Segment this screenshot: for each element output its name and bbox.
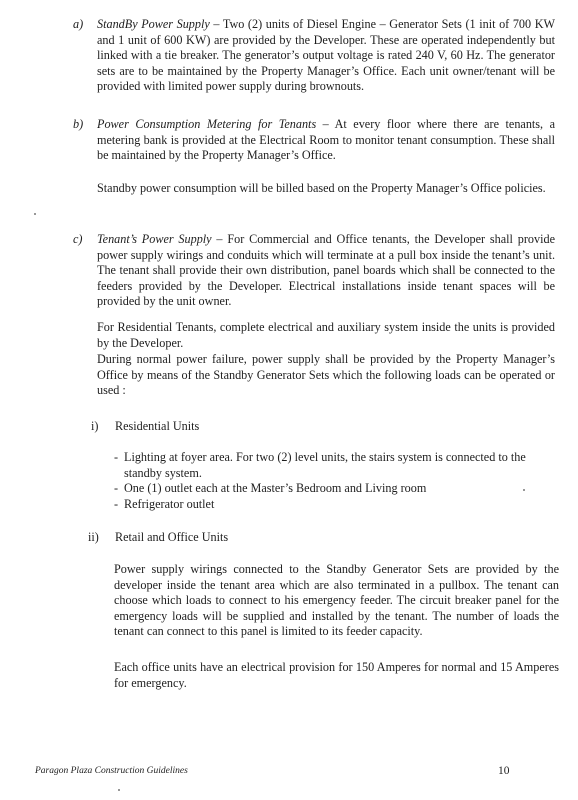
list-item-text: One (1) outlet each at the Master’s Bedroom and Living room xyxy=(124,481,427,496)
list-item xyxy=(114,497,560,513)
sub-ii-paragraph-2: Each office units have an electrical provision for 150 Amperes for normal and 15 Amperes for emergency. xyxy=(114,660,559,690)
section-a-marker: a) xyxy=(73,17,84,31)
section-c-marker: c) xyxy=(73,232,83,246)
section-b-paragraph xyxy=(97,117,555,164)
section-b-billing-paragraph: Standby power consumption will be billed based on the Property Manager’s Office policies. xyxy=(97,181,546,195)
scan-speck xyxy=(118,789,120,791)
section-c-text: – For Commercial and Office tenants, the Developer shall provide power supply wirings and conduits which will terminate at a pull box inside the tenant’s unit. The tenant shall provide their own distribution, panel boards which shall be connected to the feeders provided by the Developer. Electrical installations inside tenant spaces will be provided by the unit owner. xyxy=(97,232,555,309)
section-b-title: Power Consumption Metering for Tenants xyxy=(97,117,317,131)
sub-ii-paragraph-1: Power supply wirings connected to the Standby Generator Sets are provided by the developer inside the tenant area which are also terminated in a pullbox. The tenant can choose which loads to connect to his emergency feeder. The circuit breaker panel for the emergency loads will be supplied and installed by the tenant. The number of loads the tenant can connect to this panel is limited to its feeder capacity. xyxy=(114,562,559,639)
section-a-text: – Two (2) units of Diesel Engine – Generator Sets (1 init of 700 KW and 1 unit of 600 KW) are provided by the Developer. These are operated independently but linked with a tie breaker. The generator’s output voltage is rated 240 V, 60 Hz. The generator sets are to be maintained by the Property Manager’s Office. Each unit owner/tenant will be provided with limited power supply during brownouts. xyxy=(97,17,556,94)
section-c-title: Tenant’s Power Supply xyxy=(97,232,212,246)
page-number: 10 xyxy=(498,765,510,777)
section-a-title: StandBy Power Supply xyxy=(97,17,210,31)
footer-document-title: Paragon Plaza Construction Guidelines xyxy=(35,766,188,776)
sub-i-marker: i) xyxy=(91,419,99,433)
section-c-paragraph xyxy=(97,232,555,310)
dash-marker: - xyxy=(114,496,119,511)
section-b-marker: b) xyxy=(73,117,84,131)
scan-speck xyxy=(34,213,36,215)
residential-loads-list xyxy=(114,450,560,512)
list-item-text: Refrigerator outlet xyxy=(124,496,215,511)
dash-marker: - xyxy=(114,481,119,496)
section-c-power-failure-paragraph: During normal power failure, power supply shall be provided by the Property Manager’s Office by means of the Standby Generator Sets which the following loads can be operated or used : xyxy=(97,352,555,398)
list-item-text: Lighting at foyer area. For two (2) level units, the stairs system is connected to the standby system. xyxy=(124,450,526,480)
section-a-paragraph xyxy=(97,17,555,95)
list-item xyxy=(114,450,560,481)
sub-i-title: Residential Units xyxy=(115,419,200,433)
section-b-text: – At every floor where there are tenants, a metering bank is provided at the Electrical Room to monitor tenant consumption. These shall be maintained by the Property Manager’s Office. xyxy=(97,117,555,163)
section-c-residential-paragraph: For Residential Tenants, complete electrical and auxiliary system inside the units is provided by the Developer. xyxy=(97,320,555,350)
dash-marker: - xyxy=(114,450,119,464)
sub-ii-title: Retail and Office Units xyxy=(115,530,229,544)
scan-speck xyxy=(523,489,525,491)
sub-ii-marker: ii) xyxy=(88,530,99,544)
list-item xyxy=(114,481,560,497)
